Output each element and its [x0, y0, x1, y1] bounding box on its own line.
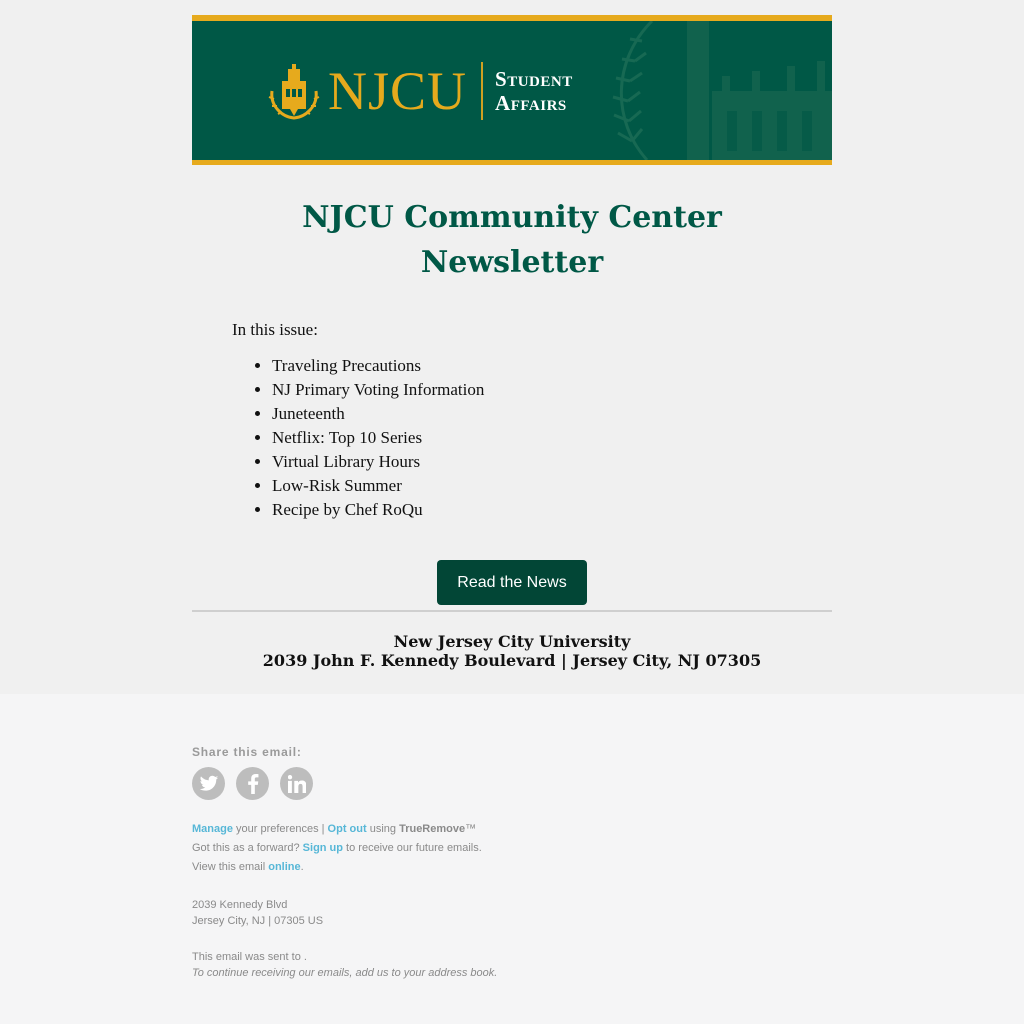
list-item: • NJ Primary Voting Information	[272, 378, 484, 402]
newsletter-title	[192, 195, 832, 285]
njcu-seal-icon	[264, 61, 324, 121]
twitter-icon[interactable]	[192, 767, 225, 800]
view-online-line	[192, 858, 304, 877]
list-item: • Netflix: Top 10 Series	[272, 426, 484, 450]
header-banner	[192, 15, 832, 165]
sender-address	[192, 897, 323, 929]
list-item: • Virtual Library Hours	[272, 450, 484, 474]
manage-text: your preferences |	[232, 823, 328, 835]
list-item: • Recipe by Chef RoQu	[272, 498, 484, 522]
online-link[interactable]: online	[268, 861, 301, 873]
address-line2: Jersey City, NJ | 07305 US	[192, 915, 324, 927]
unit-name-line1: Student	[495, 67, 573, 91]
sent-to-text: This email was sent to .	[192, 951, 307, 963]
optout-text: using	[366, 823, 400, 835]
university-info	[192, 632, 832, 670]
title-line2: Newsletter	[420, 245, 604, 280]
issue-intro: In this issue:	[232, 320, 318, 339]
preferences-line	[192, 820, 476, 839]
logo-divider	[481, 62, 483, 120]
forward-line	[192, 839, 482, 858]
address-book-text: To continue receiving our emails, add us to your address book.	[192, 967, 498, 979]
trademark: ™	[465, 823, 477, 835]
issue-list	[232, 354, 484, 522]
njcu-logo	[264, 55, 573, 127]
list-item: • Low-Risk Summer	[272, 474, 484, 498]
university-name: New Jersey City University	[393, 632, 631, 651]
read-the-news-button[interactable]: Read the News	[437, 560, 587, 605]
list-item: • Juneteenth	[272, 402, 484, 426]
forward-text: Got this as a forward?	[192, 842, 303, 854]
unit-name-line2: Affairs	[495, 91, 567, 115]
sent-notice	[192, 949, 497, 981]
logo-wordmark: NJCU	[328, 61, 468, 121]
view-end: .	[300, 861, 304, 873]
share-label: Share this email:	[192, 745, 302, 759]
social-share-buttons	[192, 767, 313, 800]
address-line1: 2039 Kennedy Blvd	[192, 899, 288, 911]
sign-up-link[interactable]: Sign up	[302, 842, 343, 854]
divider	[192, 610, 832, 612]
title-line1: NJCU Community Center	[302, 200, 722, 235]
manage-link[interactable]: Manage	[192, 823, 233, 835]
unit-name	[495, 67, 573, 115]
list-item: • Traveling Precautions	[272, 354, 484, 378]
trueremove-brand: TrueRemove	[399, 823, 466, 835]
linkedin-icon[interactable]	[280, 767, 313, 800]
university-address: 2039 John F. Kennedy Boulevard | Jersey City, NJ 07305	[262, 651, 762, 670]
view-text: View this email	[192, 861, 269, 873]
facebook-icon[interactable]	[236, 767, 269, 800]
signup-text: to receive our future emails.	[343, 842, 482, 854]
opt-out-link[interactable]: Opt out	[327, 823, 367, 835]
